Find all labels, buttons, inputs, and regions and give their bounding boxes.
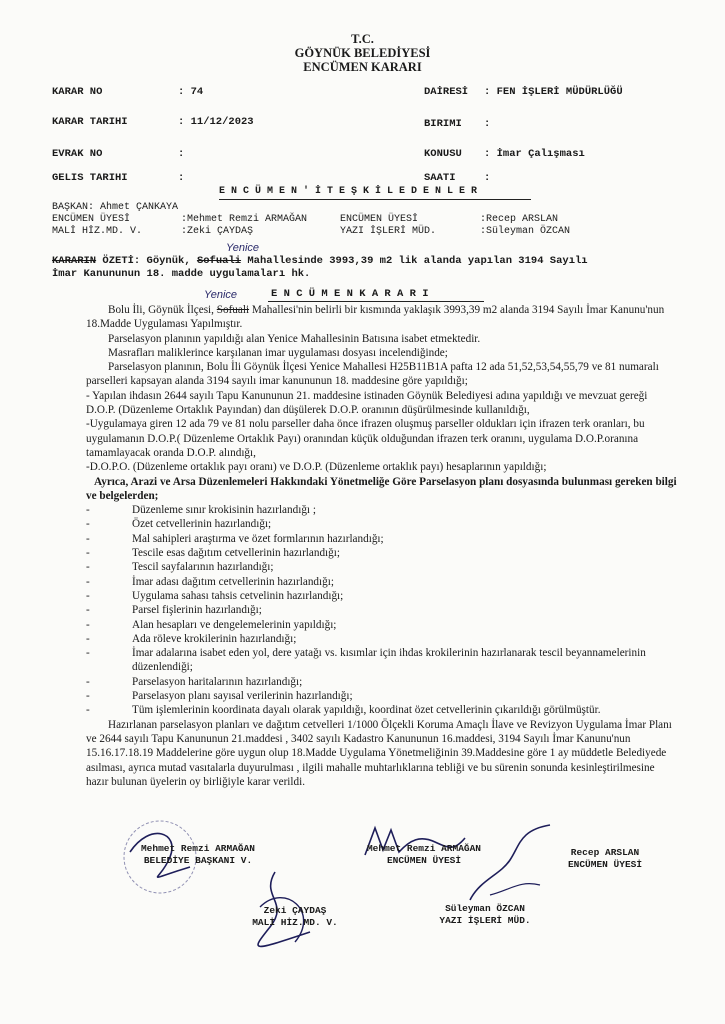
list-item: - Uygulama sahası tahsis cetvelinin hazırlandığı;: [86, 589, 344, 602]
konusu-value: : İmar Çalışması: [484, 148, 585, 160]
karar-no-value: : 74: [178, 86, 204, 98]
paragraph-3: Masrafları maliklerince karşılanan imar uygulaması dosyası incelendiğinde;: [108, 346, 448, 359]
member4-value: :Süleyman ÖZCAN: [480, 226, 571, 237]
signatory-title: MALİ HİZ.MD. V.: [252, 917, 338, 928]
member2-value: :Recep ARSLAN: [480, 214, 559, 225]
gelis-tarihi-value: :: [178, 172, 185, 184]
karar-heading: E N C Ü M E N K A R A R I: [271, 288, 429, 300]
ozet-label: ÖZETİ: Göynük,: [96, 255, 197, 267]
evrak-no-value: :: [178, 148, 185, 160]
signatory-name: Recep ARSLAN: [570, 847, 640, 858]
paragraph-2: Parselasyon planının yapıldığı alan Yenice Mahallesinin Batısına isabet etmektedir.: [108, 332, 481, 345]
member3-label: MALİ HİZ.MD. V.: [52, 226, 143, 237]
ozet-line1-rest: Mahallesinde 3993,39 m2 lik alanda yapılan 3194 Sayılı: [241, 255, 588, 267]
karar-tarihi-label: KARAR TARIHI: [52, 116, 128, 128]
ozet-label-struck: KARARIN: [52, 255, 97, 267]
doc-institution: GÖYNÜK BELEDİYESİ: [294, 46, 431, 60]
saati-value: :: [484, 172, 491, 184]
list-item: - Parselasyon haritalarının hazırlandığı;: [86, 675, 303, 688]
gelis-tarihi-label: GELIS TARIHI: [52, 172, 128, 184]
ozet-handwritten-correction: Yenice: [226, 242, 260, 254]
signature-block-baskan: [108, 843, 288, 867]
paragraph-5: - Yapılan ihdasın 2644 sayılı Tapu Kanununun 21. maddesine istinaden Göynük Belediyesi adına yapıldığı ve mevzuat gereği D.O.P. (Düzenleme Ortaklık Payından) dan düşülerek D.O.P. oranının düşürülmesinde kullanıldığı,: [86, 389, 648, 417]
karar-handwritten-correction: Yenice: [204, 289, 238, 301]
paragraph-8: Ayrıca, Arazi ve Arsa Düzenlemeleri Hakkındaki Yönetmeliğe Göre Parselasyon planı dosyasında bulunması gereken bilgi ve belgelerden;: [86, 475, 677, 502]
list-item: - Ada röleve krokilerinin hazırlandığı;: [86, 632, 297, 645]
paragraph-1: Bolu İli, Göynük İlçesi, Sofuali Mahallesi'nin belirli bir kısmında yaklaşık 3993,39 m2 alanda 3194 Sayılı İmar Kanunu'nun 18.Madde Uygulaması Yapılmıştır.: [86, 304, 665, 331]
signatory-title: YAZI İŞLERİ MÜD.: [439, 915, 531, 926]
birimi-label: BIRIMI: [424, 118, 462, 130]
signatory-name: Süleyman ÖZCAN: [445, 903, 525, 914]
struck-sofuali: Sofuali: [216, 304, 250, 316]
ozet-line2: İmar Kanununun 18. madde uygulamaları hk.: [52, 268, 311, 280]
teskil-heading: E N C Ü M E N ' İ T E Ş K İ L E D E N L E R: [219, 186, 478, 197]
signature-block-mali: [220, 905, 370, 929]
ozet-line1: [52, 255, 588, 267]
signatory-title: ENCÜMEN ÜYESİ: [567, 859, 643, 870]
signature-block-yazi: [410, 903, 560, 927]
list-item: - İmar adalarına isabet eden yol, dere yatağı vs. kısımlar için ihdas krokilerinin hazırlanarak tescil beyannamelerinin düzenlendiği;: [86, 647, 646, 674]
teskil-underline: [219, 199, 531, 200]
ozet-struck-word: Sofuali: [196, 255, 242, 267]
signatory-name: Zeki ÇAYDAŞ: [263, 905, 327, 916]
signature-block-member1: [334, 843, 514, 867]
doc-title: ENCÜMEN KARARI: [303, 60, 422, 74]
list-item: - İmar adası dağıtım cetvellerinin hazırlandığı;: [86, 575, 334, 588]
signature-stamp-ink: [100, 812, 340, 962]
member1-label: ENCÜMEN ÜYESİ: [52, 214, 131, 225]
list-item: - Parsel fişlerinin hazırlandığı;: [86, 604, 262, 617]
member1-value: :Mehmet Remzi ARMAĞAN: [181, 214, 308, 225]
paragraph-6: -Uygulamaya giren 12 ada 79 ve 81 nolu parseller daha önce ifrazen oluşmuş parseller oldukları için ifrazen terk oranları, bu uygulamanın D.O.P.( Düzenleme Ortaklık Payı) oranından küçük olduğundan ifrazen terk oranını, uygulama D.O.P.oranına tamamlayacak oranda D.O.P. alındığı,: [86, 418, 645, 459]
karar-no-label: KARAR NO: [52, 86, 103, 98]
konusu-label: KONUSU: [424, 148, 462, 160]
evrak-no-label: EVRAK NO: [52, 148, 103, 160]
paragraph-9: Hazırlanan parselasyon planları ve dağıtım cetvelleri 1/1000 Ölçekli Koruma Amaçlı İlave ve Revizyon Uygulama İmar Planı ve 2644 sayılı Tapu Kanununun 21.maddesi , 3402 sayılı Kadastro Kanununun 16.maddesi, 3194 Sayılı İmar Kanunu'nun 15.16.17.18.19 Maddelerine göre uygun olup 18.Madde Uygulama Yönetmeliğinin 39.Maddesine göre 1 ay müddetle Belediyede asılması, ayrıca mutad vasıtalarla duyurulması , ilgili mahalle muhtarlıklarına tebliği ve bu sürenin sonunda kesinleştirilmesine hazır bulunan üyelerin oy birliğiyle karar verildi.: [86, 718, 672, 788]
paragraph-4: Parselasyon planının, Bolu İli Göynük İlçesi Yenice Mahallesi H25B11B1A pafta 12 ada 51,52,53,54,55,79 ve 81 numaralı parselleri kapsayan alanda 3194 sayılı imar kanununun 18. maddesine göre yapıldığı;: [86, 361, 659, 388]
dairesi-label: DAİRESİ: [424, 86, 469, 98]
list-item: - Özet cetvellerinin hazırlandığı;: [86, 518, 272, 531]
dairesi-value: : FEN İŞLERİ MÜDÜRLÜĞÜ: [484, 86, 623, 98]
baskan-line: BAŞKAN: Ahmet ÇANKAYA: [52, 202, 179, 213]
list-item: - Alan hesapları ve dengelemelerinin yapıldığı;: [86, 618, 337, 631]
document-checklist: [86, 503, 678, 717]
signatory-title: BELEDİYE BAŞKANI V.: [143, 855, 253, 866]
birimi-value: :: [484, 118, 491, 130]
list-item: - Tüm işlemlerinin koordinata dayalı olarak yapıldığı, koordinat özet cetvellerinin çıkarıldığı görülmüştür.: [86, 704, 601, 717]
karar-tarihi-value: : 11/12/2023: [178, 116, 254, 128]
signature-block-member2: [530, 847, 680, 871]
member3-value: :Zeki ÇAYDAŞ: [181, 226, 254, 237]
member4-label: YAZI İŞLERİ MÜD.: [340, 226, 437, 237]
signatory-name: Mehmet Remzi ARMAĞAN: [366, 843, 482, 854]
list-item: - Parselasyon planı sayısal verilerinin hazırlandığı;: [86, 690, 353, 703]
signatory-title: ENCÜMEN ÜYESİ: [386, 855, 462, 866]
member2-label: ENCÜMEN ÜYESİ: [340, 214, 419, 225]
list-item: - Mal sahipleri araştırma ve özet formlarının hazırlandığı;: [86, 532, 384, 545]
signatory-name: Mehmet Remzi ARMAĞAN: [140, 843, 256, 854]
list-item: - Düzenleme sınır krokisinin hazırlandığı ;: [86, 504, 316, 517]
list-item: - Tescil sayfalarının hazırlandığı;: [86, 561, 274, 574]
karar-body: [86, 303, 678, 789]
karar-underline: [268, 301, 484, 302]
paragraph-7: -D.O.P.O. (Düzenleme ortaklık payı oranı) ve D.O.P. (Düzenleme ortaklık payı) hesaplarının yapıldığı;: [86, 461, 547, 474]
doc-country: T.C.: [351, 32, 374, 46]
saati-label: SAATI: [424, 172, 456, 184]
list-item: - Tescile esas dağıtım cetvellerinin hazırlandığı;: [86, 547, 340, 560]
